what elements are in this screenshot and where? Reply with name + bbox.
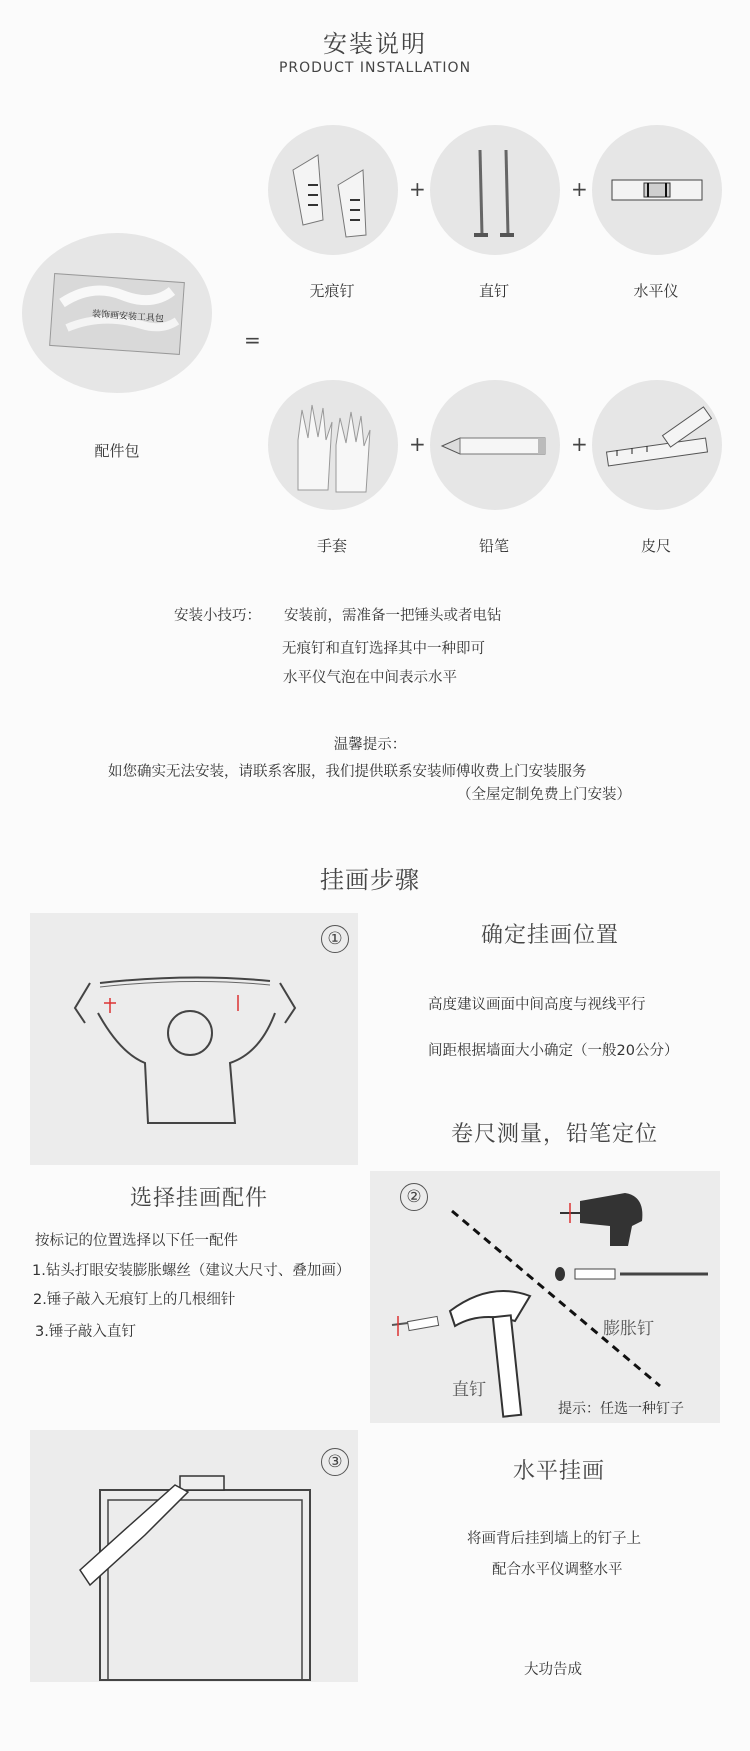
steps-title: 挂画步骤	[320, 866, 420, 894]
step3-title: 水平挂画	[513, 1459, 606, 1484]
item-label-level: 水平仪	[633, 282, 679, 300]
equals-sign: =	[244, 328, 261, 352]
step1-line: 间距根据墙面大小确定（一般20公分）	[428, 1043, 679, 1059]
package-image	[22, 233, 212, 393]
tips-label: 安装小技巧：	[174, 608, 261, 624]
step1-subtitle: 卷尺测量，铅笔定位	[451, 1122, 659, 1147]
pencil-image	[430, 380, 560, 510]
item-label-pencil: 铅笔	[478, 537, 509, 555]
step1-title: 确定挂画位置	[481, 923, 620, 948]
tape-measure-icon	[592, 380, 722, 510]
tape-measure-image	[592, 380, 722, 510]
step-number: ①	[321, 925, 349, 953]
pencil-icon	[430, 380, 560, 510]
plus-sign: +	[571, 177, 588, 201]
hook-icon	[268, 125, 398, 255]
nail-icon	[430, 125, 560, 255]
step3-done: 大功告成	[524, 1662, 582, 1678]
tips-line: 水平仪气泡在中间表示水平	[283, 670, 457, 686]
warm-line: （全屋定制免费上门安装）	[457, 787, 631, 803]
step3-line: 将画背后挂到墙上的钉子上	[467, 1531, 641, 1547]
step2-option: 3.锤子敲入直钉	[35, 1324, 136, 1340]
page-subtitle: PRODUCT INSTALLATION	[278, 60, 472, 76]
person-measuring-icon	[30, 913, 358, 1165]
package-print: 装饰画安装工具包	[91, 309, 165, 325]
warm-label: 温馨提示：	[333, 737, 407, 753]
tips-line: 安装前，需准备一把锤头或者电钻	[284, 608, 502, 624]
item-label-tape-measure: 皮尺	[640, 537, 671, 555]
frame-hanging-icon	[30, 1430, 358, 1682]
step3-illustration	[30, 1430, 358, 1682]
warm-line: 如您确实无法安装，请联系客服，我们提供联系安装师傅收费上门安装服务	[108, 764, 587, 780]
step3-line: 配合水平仪调整水平	[492, 1562, 623, 1578]
spirit-level-icon	[592, 125, 722, 255]
straight-nail-image	[430, 125, 560, 255]
tips-line: 无痕钉和直钉选择其中一种即可	[282, 641, 485, 657]
plus-sign: +	[409, 177, 426, 201]
traceless-nail-image	[268, 125, 398, 255]
step1-illustration	[30, 913, 358, 1165]
gloves-icon	[268, 380, 398, 510]
step2-option: 2.锤子敲入无痕钉上的几根细针	[33, 1292, 236, 1308]
step-number: ②	[400, 1183, 428, 1211]
step1-line: 高度建议画面中间高度与视线平行	[428, 997, 646, 1013]
straight-nail-label: 直钉	[452, 1380, 486, 1400]
step2-title: 选择挂画配件	[130, 1186, 269, 1211]
item-label-gloves: 手套	[316, 537, 347, 555]
plus-sign: +	[409, 432, 426, 456]
plus-sign: +	[571, 432, 588, 456]
item-label-straight-nail: 直钉	[478, 282, 509, 300]
step2-option: 1.钻头打眼安装膨胀螺丝（建议大尺寸、叠加画）	[32, 1263, 351, 1279]
level-image	[592, 125, 722, 255]
tools-icon	[370, 1171, 720, 1423]
step-number: ③	[321, 1448, 349, 1476]
page-title: 安装说明	[323, 30, 427, 58]
step2-intro: 按标记的位置选择以下任一配件	[35, 1233, 238, 1249]
expansion-nail-label: 膨胀钉	[603, 1319, 654, 1339]
gloves-image	[268, 380, 398, 510]
package-label: 配件包	[94, 442, 140, 460]
nail-hint: 提示：任选一种钉子	[558, 1401, 684, 1417]
step2-illustration	[370, 1171, 720, 1423]
item-label-traceless-nail: 无痕钉	[309, 282, 355, 300]
